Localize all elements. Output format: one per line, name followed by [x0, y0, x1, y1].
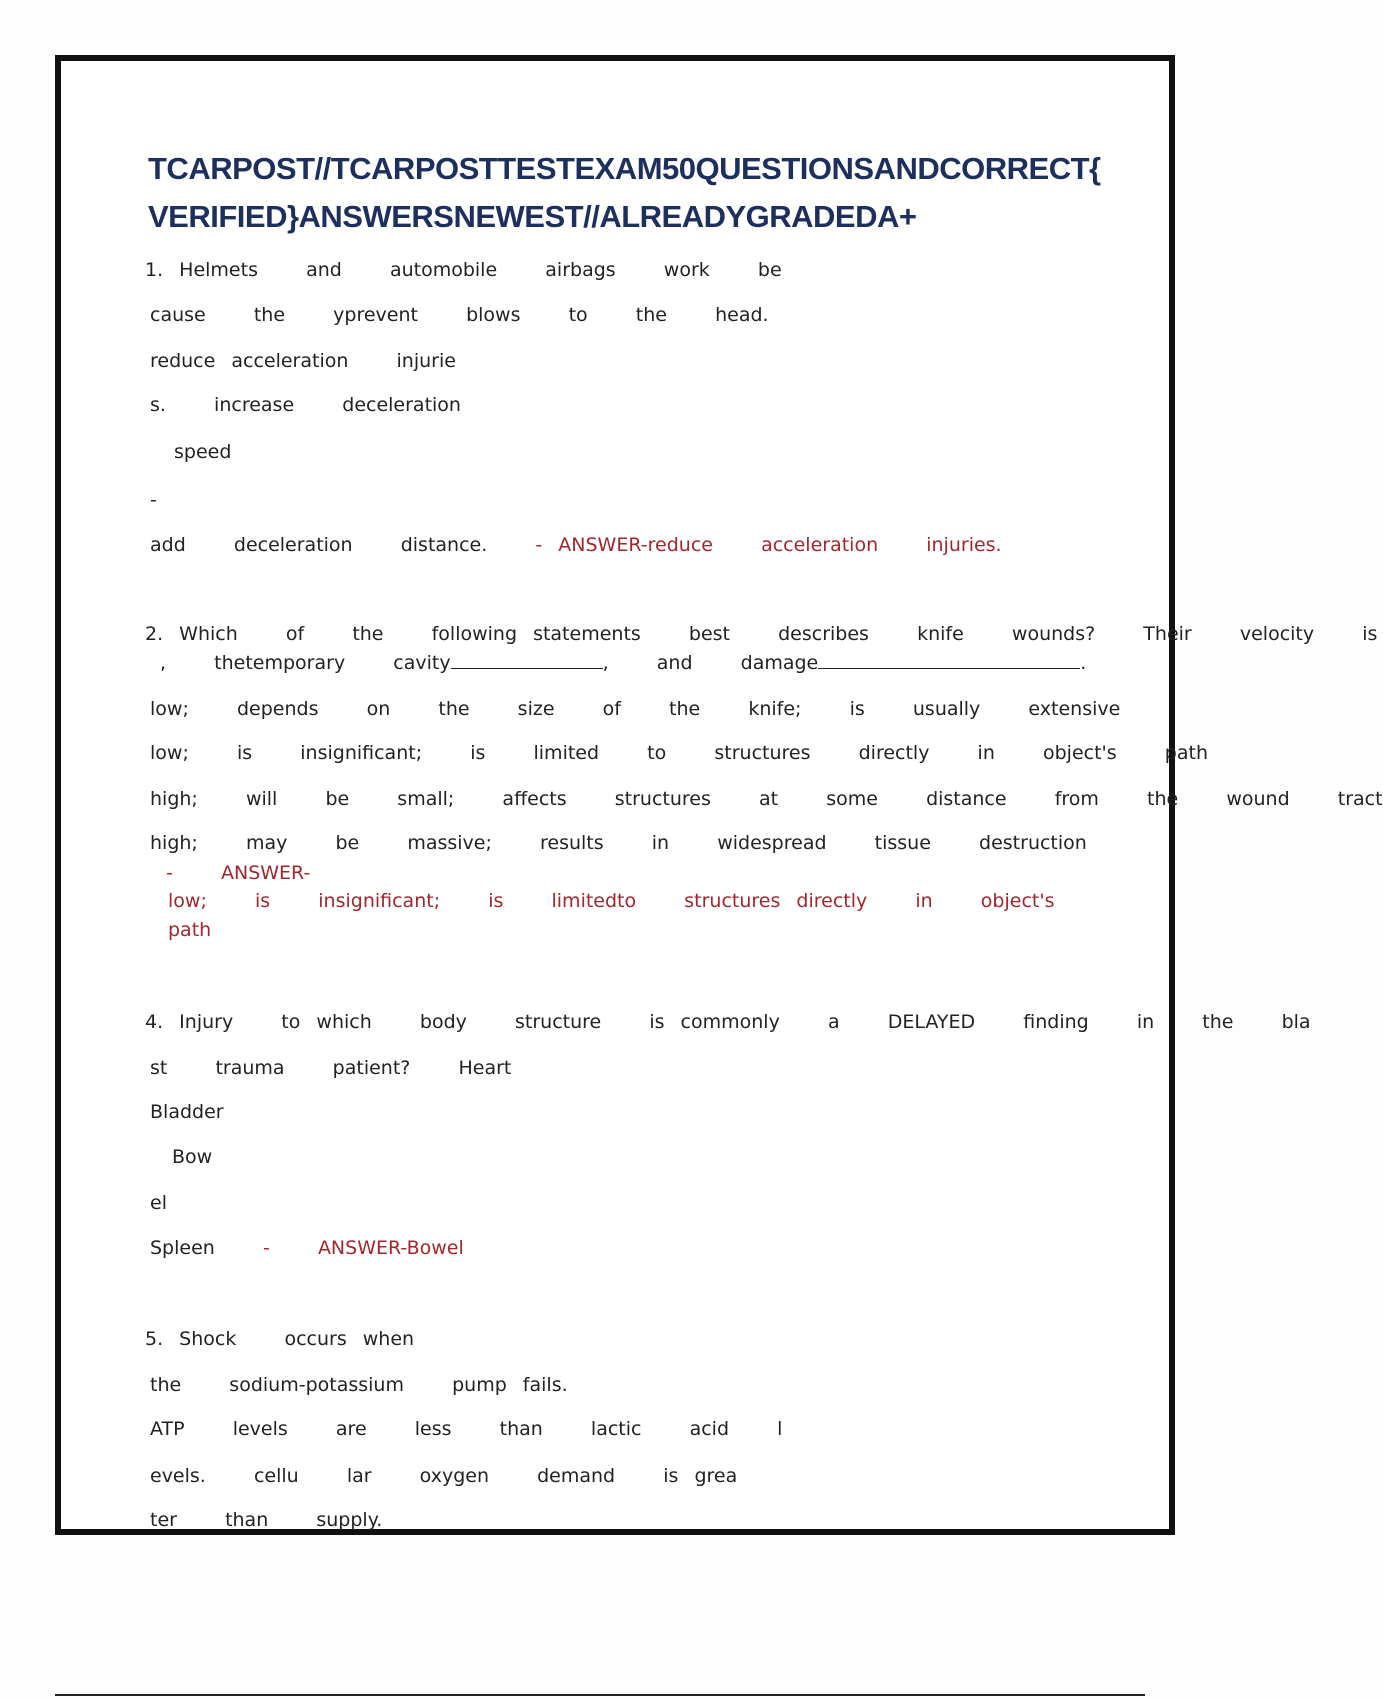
- q4-line-1: 4. Injury to which body structure is commonly a DELAYED finding in the bla: [145, 1011, 1311, 1033]
- q1-answer: - ANSWER-reduce acceleration injuries.: [535, 534, 1002, 556]
- q2-option-1: low; depends on the size of the knife; is usually extensive: [150, 698, 1121, 720]
- q1-line-3: reduce acceleration injurie: [150, 350, 456, 372]
- q4-line-4: Bow: [172, 1146, 213, 1168]
- q2-text-a: , thetemporary cavity: [160, 652, 451, 674]
- q2-answer-line-3: path: [168, 919, 212, 941]
- q1-option-text: add deceleration distance.: [150, 534, 488, 556]
- q4-answer-dash: -: [262, 1237, 270, 1259]
- q2-line-2: [160, 650, 1086, 675]
- q2-line-1: 2. Which of the following statements best describes knife wounds? Their velocity is: [145, 623, 1378, 645]
- q2-answer-line-1: [166, 861, 310, 885]
- q2-option-4: high; may be massive; results in widespread tissue destruction: [150, 832, 1087, 854]
- q5-line-2: the sodium-potassium pump fails.: [150, 1374, 568, 1396]
- q2-answer-label: ANSWER-: [220, 862, 311, 884]
- q4-answer: ANSWER-Bowel: [317, 1237, 464, 1259]
- q4-line-2: st trauma patient? Heart: [150, 1057, 512, 1079]
- q5-line-4: evels. cellu lar oxygen demand is grea: [150, 1465, 738, 1487]
- q2-blank-1: [451, 650, 603, 669]
- q4-option-spleen: Spleen: [150, 1237, 215, 1259]
- title-line-2: VERIFIED}ANSWERSNEWEST//ALREADYGRADEDA+: [148, 199, 917, 234]
- q1-line-1: 1. Helmets and automobile airbags work be: [145, 259, 782, 281]
- q1-line-2: cause the yprevent blows to the head.: [150, 304, 769, 326]
- q4-line-3: Bladder: [150, 1101, 224, 1123]
- q5-line-5: ter than supply.: [150, 1509, 383, 1531]
- q2-blank-2: [818, 650, 1080, 669]
- q1-line-6: -: [150, 489, 157, 511]
- q2-option-3: high; will be small; affects structures at some distance from the wound tract: [150, 788, 1383, 810]
- q2-answer-dash: -: [166, 862, 173, 884]
- q5-line-1: 5. Shock occurs when: [145, 1328, 415, 1350]
- q2-text-c: .: [1080, 652, 1087, 674]
- q1-line-5: speed: [174, 441, 232, 463]
- q2-answer-line-2: low; is insignificant; is limitedto structures directly in object's: [168, 890, 1055, 912]
- document-title: [148, 145, 1108, 241]
- q1-line-7: [150, 533, 1002, 557]
- q5-line-3: ATP levels are less than lactic acid l: [150, 1418, 783, 1440]
- footer-rule: [55, 1694, 1145, 1696]
- q1-line-4: s. increase deceleration: [150, 394, 461, 416]
- title-line-1: TCARPOST//TCARPOSTTESTEXAM50QUESTIONSANDCORRECT{: [148, 151, 1101, 186]
- q4-line-5: el: [150, 1192, 167, 1214]
- q2-option-2: low; is insignificant; is limited to structures directly in object's path: [150, 742, 1208, 764]
- q4-line-6: [150, 1236, 464, 1260]
- q2-text-b: , and damage: [602, 652, 819, 674]
